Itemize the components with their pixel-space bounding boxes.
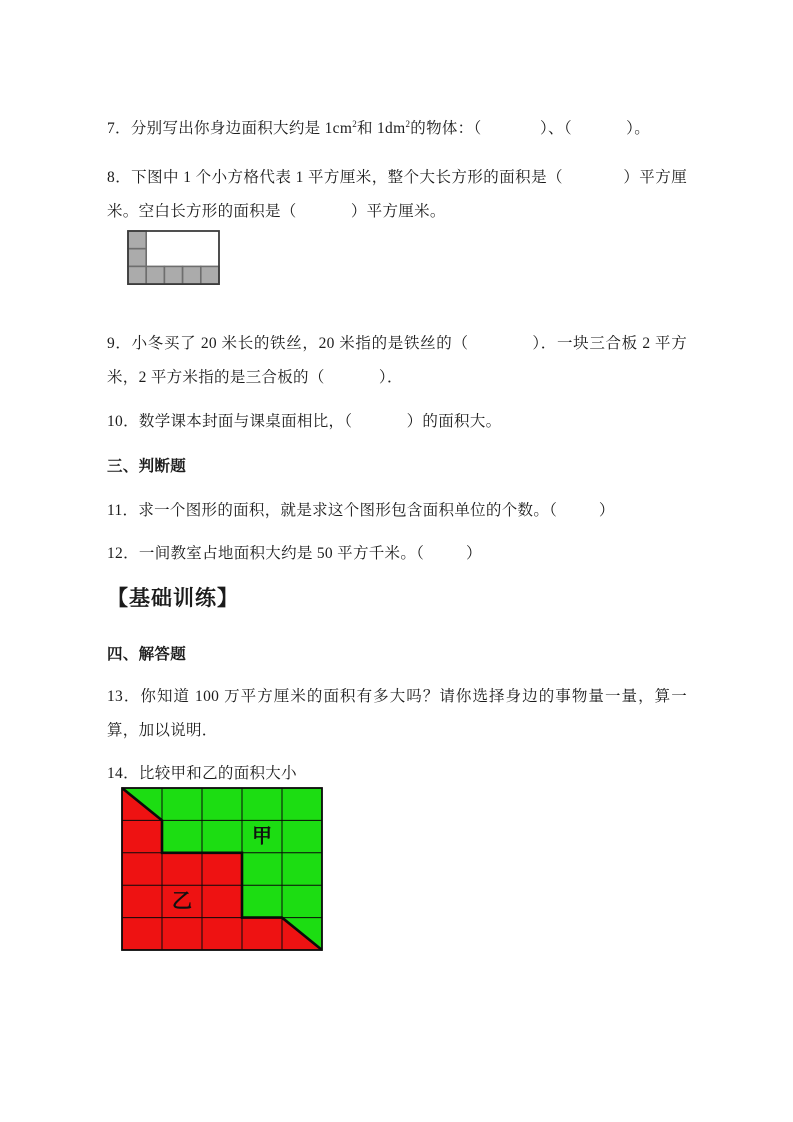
question-13: 13．你知道 100 万平方厘米的面积有多大吗？请你选择身边的事物量一量，算一算，加以说明． bbox=[107, 687, 687, 739]
question-14: 14．比较甲和乙的面积大小 bbox=[107, 764, 297, 782]
jia-yi-compare-grid-figure bbox=[120, 786, 324, 952]
basic-training-banner: 【基础训练】 bbox=[107, 586, 239, 610]
shaded-unit-square bbox=[128, 249, 146, 267]
shaded-unit-square bbox=[128, 266, 146, 284]
question-7-text: 7．分别写出你身边面积大约是 1cm bbox=[107, 119, 353, 137]
question-7 bbox=[107, 112, 687, 146]
question-9: 9．小冬买了 20 米长的铁丝，20 米指的是铁丝的（ ）．一块三合板 2 平方米，2 平方米指的是三合板的（ ）． bbox=[107, 334, 687, 386]
question-7-text: 和 1dm bbox=[357, 119, 406, 137]
region-label: 乙 bbox=[172, 890, 192, 913]
section-heading-answer: 四、解答题 bbox=[107, 645, 187, 663]
unit-squares-svg bbox=[126, 229, 221, 286]
superscript-2: 2 bbox=[352, 118, 358, 129]
shaded-unit-square bbox=[201, 266, 219, 284]
section-heading-judgment: 三、判断题 bbox=[107, 457, 187, 475]
superscript-2: 2 bbox=[405, 118, 411, 129]
region-label: 甲 bbox=[252, 825, 272, 848]
question-12: 12．一间教室占地面积大约是 50 平方千米。（ ） bbox=[107, 544, 482, 562]
shaded-unit-square bbox=[183, 266, 201, 284]
shaded-unit-square bbox=[146, 266, 164, 284]
question-7-text: 的物体：（ ）、（ ）。 bbox=[410, 119, 651, 137]
shaded-unit-square bbox=[164, 266, 182, 284]
question-11: 11．求一个图形的面积，就是求这个图形包含面积单位的个数。（ ） bbox=[107, 501, 615, 519]
question-10: 10．数学课本封面与课桌面相比，（ ）的面积大。 bbox=[107, 412, 502, 430]
shaded-unit-square bbox=[128, 231, 146, 249]
compare-grid-svg bbox=[120, 786, 324, 952]
unit-squares-figure bbox=[126, 229, 221, 286]
question-8: 8．下图中 1 个小方格代表 1 平方厘米，整个大长方形的面积是（ ）平方厘米。空白长方形的面积是（ ）平方厘米。 bbox=[107, 168, 687, 220]
